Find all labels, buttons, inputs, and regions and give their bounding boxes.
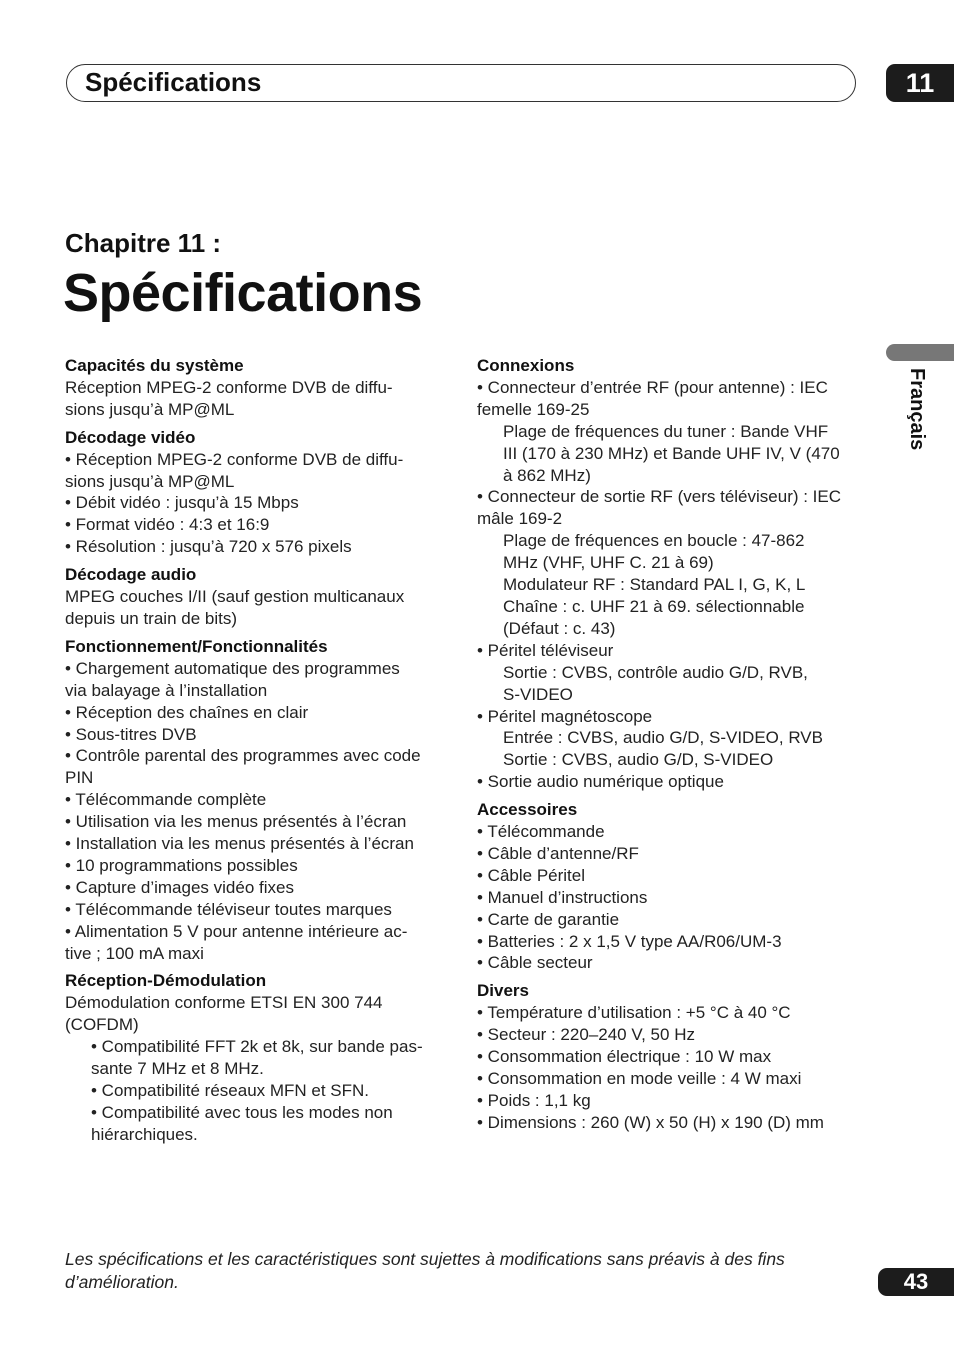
spec-line: • Installation via les menus présentés à l’écran bbox=[65, 834, 414, 854]
spec-line: mâle 169-2 bbox=[477, 509, 563, 529]
spec-line: • Température d’utilisation : +5 °C à 40 °C bbox=[477, 1003, 791, 1023]
header-bar bbox=[66, 64, 856, 102]
section-title: Divers bbox=[477, 981, 529, 1001]
spec-line: • Dimensions : 260 (W) x 50 (H) x 190 (D) mm bbox=[477, 1112, 824, 1132]
spec-line: MPEG couches I/II (sauf gestion multicanaux bbox=[65, 587, 405, 607]
spec-line: MHz (VHF, UHF C. 21 à 69) bbox=[503, 553, 714, 573]
page-title: Spécifications bbox=[63, 263, 423, 323]
spec-line: • Télécommande complète bbox=[65, 790, 267, 810]
spec-section bbox=[477, 355, 862, 793]
section-title: Réception-Démodulation bbox=[65, 971, 267, 991]
spec-line: • 10 programmations possibles bbox=[65, 855, 298, 875]
spec-section bbox=[477, 980, 862, 1133]
spec-line: • Sortie audio numérique optique bbox=[477, 772, 724, 792]
spec-line: Entrée : CVBS, audio G/D, S-VIDEO, RVB bbox=[503, 728, 823, 748]
section-title: Accessoires bbox=[477, 800, 578, 820]
spec-line: • Consommation en mode veille : 4 W maxi bbox=[477, 1069, 802, 1088]
spec-line: Démodulation conforme ETSI EN 300 744 bbox=[65, 993, 383, 1013]
chapter-label: Chapitre 11 : bbox=[65, 228, 222, 258]
spec-line: Sortie : CVBS, contrôle audio G/D, RVB, bbox=[503, 662, 808, 682]
spec-section bbox=[477, 799, 862, 974]
spec-line: Réception MPEG-2 conforme DVB de diffu- bbox=[65, 377, 393, 397]
spec-line: PIN bbox=[65, 768, 94, 788]
language-tab-marker bbox=[886, 344, 954, 361]
spec-line: • Connecteur d’entrée RF (pour antenne) : IEC bbox=[477, 377, 828, 397]
header-title: Spécifications bbox=[85, 67, 262, 97]
spec-line: • Poids : 1,1 kg bbox=[477, 1090, 591, 1110]
spec-section bbox=[65, 427, 440, 558]
spec-line: via balayage à l’installation bbox=[65, 680, 268, 700]
spec-line: Plage de fréquences en boucle : 47-862 bbox=[503, 531, 805, 551]
spec-line: • Capture d’images vidéo fixes bbox=[65, 877, 294, 897]
spec-line: • Réception MPEG-2 conforme DVB de diffu- bbox=[65, 449, 404, 469]
spec-line: femelle 169-25 bbox=[477, 399, 590, 419]
footnote-line: d’amélioration. bbox=[65, 1272, 179, 1292]
spec-line: sante 7 MHz et 8 MHz. bbox=[91, 1059, 264, 1079]
right-column bbox=[477, 355, 862, 1134]
spec-line: • Réception des chaînes en clair bbox=[65, 702, 309, 722]
spec-line: • Secteur : 220–240 V, 50 Hz bbox=[477, 1025, 695, 1045]
spec-line: • Carte de garantie bbox=[477, 909, 620, 929]
spec-line: • Résolution : jusqu’à 720 x 576 pixels bbox=[65, 537, 352, 557]
page-number: 43 bbox=[878, 1268, 954, 1296]
spec-section bbox=[65, 564, 440, 630]
spec-line: Modulateur RF : Standard PAL I, G, K, L bbox=[503, 575, 806, 595]
spec-line: depuis un train de bits) bbox=[65, 608, 237, 628]
spec-line: • Péritel magnétoscope bbox=[477, 706, 653, 726]
spec-line: hiérarchiques. bbox=[91, 1124, 198, 1144]
spec-line: • Câble Péritel bbox=[477, 865, 586, 885]
left-column bbox=[65, 355, 440, 1146]
language-label: Français bbox=[906, 368, 928, 451]
section-title: Décodage audio bbox=[65, 565, 197, 585]
footnote bbox=[65, 1248, 865, 1294]
section-title: Décodage vidéo bbox=[65, 427, 196, 447]
spec-section bbox=[65, 970, 440, 1145]
spec-line: • Compatibilité réseaux MFN et SFN. bbox=[91, 1081, 370, 1100]
spec-line: • Chargement automatique des programmes bbox=[65, 658, 400, 678]
spec-line: • Câble d’antenne/RF bbox=[477, 843, 639, 863]
spec-line: • Compatibilité FFT 2k et 8k, sur bande pas- bbox=[91, 1037, 423, 1057]
spec-line: • Débit vidéo : jusqu’à 15 Mbps bbox=[65, 493, 299, 513]
spec-line: III (170 à 230 MHz) et Bande UHF IV, V (470 bbox=[503, 443, 840, 463]
spec-line: • Consommation électrique : 10 W max bbox=[477, 1047, 772, 1067]
spec-line: • Péritel téléviseur bbox=[477, 640, 614, 660]
spec-line: • Télécommande téléviseur toutes marques bbox=[65, 899, 392, 919]
spec-line: • Utilisation via les menus présentés à l’écran bbox=[65, 812, 407, 832]
section-title: Capacités du système bbox=[65, 356, 244, 375]
spec-line: sions jusqu’à MP@ML bbox=[65, 471, 235, 491]
spec-line: S-VIDEO bbox=[503, 684, 573, 704]
spec-line: Plage de fréquences du tuner : Bande VHF bbox=[503, 421, 829, 441]
footnote-line: Les spécifications et les caractéristiques sont sujettes à modifications sans préavis à des fins bbox=[65, 1249, 785, 1269]
spec-line: • Connecteur de sortie RF (vers téléviseur) : IEC bbox=[477, 487, 842, 507]
spec-section bbox=[65, 636, 440, 965]
spec-line: tive ; 100 mA maxi bbox=[65, 943, 204, 963]
section-title: Connexions bbox=[477, 356, 575, 375]
spec-line: • Compatibilité avec tous les modes non bbox=[91, 1102, 393, 1122]
spec-section bbox=[65, 355, 440, 421]
spec-line: • Télécommande bbox=[477, 822, 605, 842]
spec-line: • Alimentation 5 V pour antenne intérieure ac- bbox=[65, 921, 408, 941]
spec-line: • Manuel d’instructions bbox=[477, 887, 648, 907]
spec-line: Sortie : CVBS, audio G/D, S-VIDEO bbox=[503, 750, 774, 770]
spec-line: (Défaut : c. 43) bbox=[503, 618, 616, 638]
spec-line: • Contrôle parental des programmes avec code bbox=[65, 746, 421, 766]
spec-line: Chaîne : c. UHF 21 à 69. sélectionnable bbox=[503, 596, 805, 616]
section-title: Fonctionnement/Fonctionnalités bbox=[65, 636, 328, 656]
spec-line: • Format vidéo : 4:3 et 16:9 bbox=[65, 515, 270, 535]
spec-line: • Batteries : 2 x 1,5 V type AA/R06/UM-3 bbox=[477, 931, 782, 951]
spec-line: à 862 MHz) bbox=[503, 465, 591, 485]
spec-line: sions jusqu’à MP@ML bbox=[65, 399, 235, 419]
chapter-number-badge: 11 bbox=[886, 64, 954, 102]
spec-line: (COFDM) bbox=[65, 1015, 139, 1035]
spec-line: • Sous-titres DVB bbox=[65, 724, 197, 744]
spec-line: • Câble secteur bbox=[477, 953, 593, 973]
